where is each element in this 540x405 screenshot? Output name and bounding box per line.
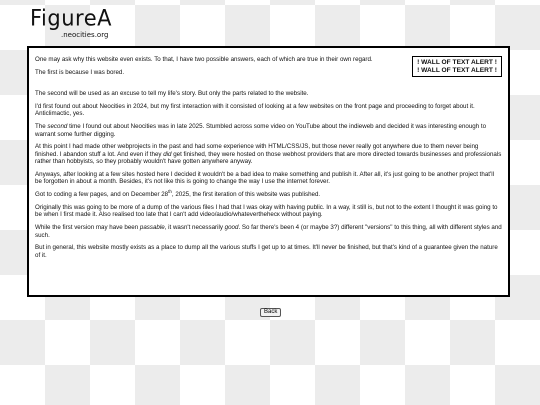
- alert-line-1: ! WALL OF TEXT ALERT !: [417, 59, 497, 66]
- content-panel: [27, 46, 510, 297]
- paragraph-1: One may ask why this website even exists. To that, I have two possible answers, each of which are true in their own regard.: [35, 56, 373, 63]
- logo-subtitle: .neocities.org: [61, 31, 109, 39]
- p8-post: , 2025, the first iteration of this website was published.: [171, 191, 321, 199]
- p10-mid: , it wasn't necessarily: [164, 224, 225, 232]
- p6-post: get finished, they were hosted on those webhost providers that are more directed towards businesses and professionals rather than hobbyists, so they probably wouldn't have gotten anywhere anyway.: [35, 150, 502, 166]
- paragraph-5: [35, 123, 502, 138]
- paragraph-10: [35, 224, 502, 239]
- p8-pre: Got to coding a few pages, and on December 28: [35, 191, 169, 199]
- p10-pre: While the first version may have been: [35, 224, 140, 232]
- alert-line-2: ! WALL OF TEXT ALERT !: [417, 66, 497, 74]
- p10-emphasis-1: passable: [139, 224, 165, 232]
- p6-emphasis: did: [163, 150, 172, 158]
- site-logo: [30, 6, 110, 46]
- paragraph-9: Originally this was going to be more of a dump of the various files I had that I was okay with having public. In a way, it still is, but not to the extent I thought it was going to be when I first made it. Also realised too late that I can't add video/audio/whateverthehecк without paying.: [35, 204, 498, 219]
- paragraph-3: The second will be used as an excuse to tell my life's story. But only the parts related to the website.: [35, 90, 309, 98]
- p6-pre: At this point I had made other webprojects in the past and had some experience with HTML/CSS/JS, but those never really got anywhere due to them never being finished. I abandon stuff a lot. And even if they: [35, 143, 479, 158]
- wall-of-text-alert: [412, 56, 502, 77]
- paragraph-11: But in general, this website mostly exists as a place to dump all the various stuffs I get up to at times. It'll never be finished, but that's kind of a guarantee given the nature of it.: [35, 244, 498, 259]
- p8-superscript: th: [168, 189, 172, 195]
- paragraph-8: [35, 191, 502, 198]
- p10-post: . So far there's been 4 (or maybe 3?) different "versions" to this thing, all with different styles and such.: [35, 224, 502, 239]
- paragraph-2: The first is because I was bored.: [35, 68, 125, 76]
- back-button[interactable]: Back: [260, 308, 281, 317]
- paragraph-7: Anyways, after looking at a few sites hosted here I decided it wouldn't be a bad idea to make something and publish it. After all, it's just going to be another project that'll be forgotten in about a month. Besides, it's not like this is going to change the way I use the internet forever.: [35, 171, 494, 186]
- paragraph-4: I'd first found out about Neocities in 2024, but my first interaction with it consisted of looking at a few websites on the front page and proceeding to forget about it. Anticlimactic, yes.: [35, 103, 475, 118]
- p10-emphasis-2: good: [224, 224, 239, 232]
- paragraph-6: [35, 143, 502, 165]
- logo-title: FigureA: [30, 5, 112, 31]
- p5-pre: The: [35, 123, 48, 131]
- p5-post: time I found out about Neocities was in late 2025. Stumbled across some video on YouTube about the indieweb and decided it was interesting enough to warrant some further digging.: [35, 123, 487, 138]
- p5-emphasis: second: [47, 123, 68, 131]
